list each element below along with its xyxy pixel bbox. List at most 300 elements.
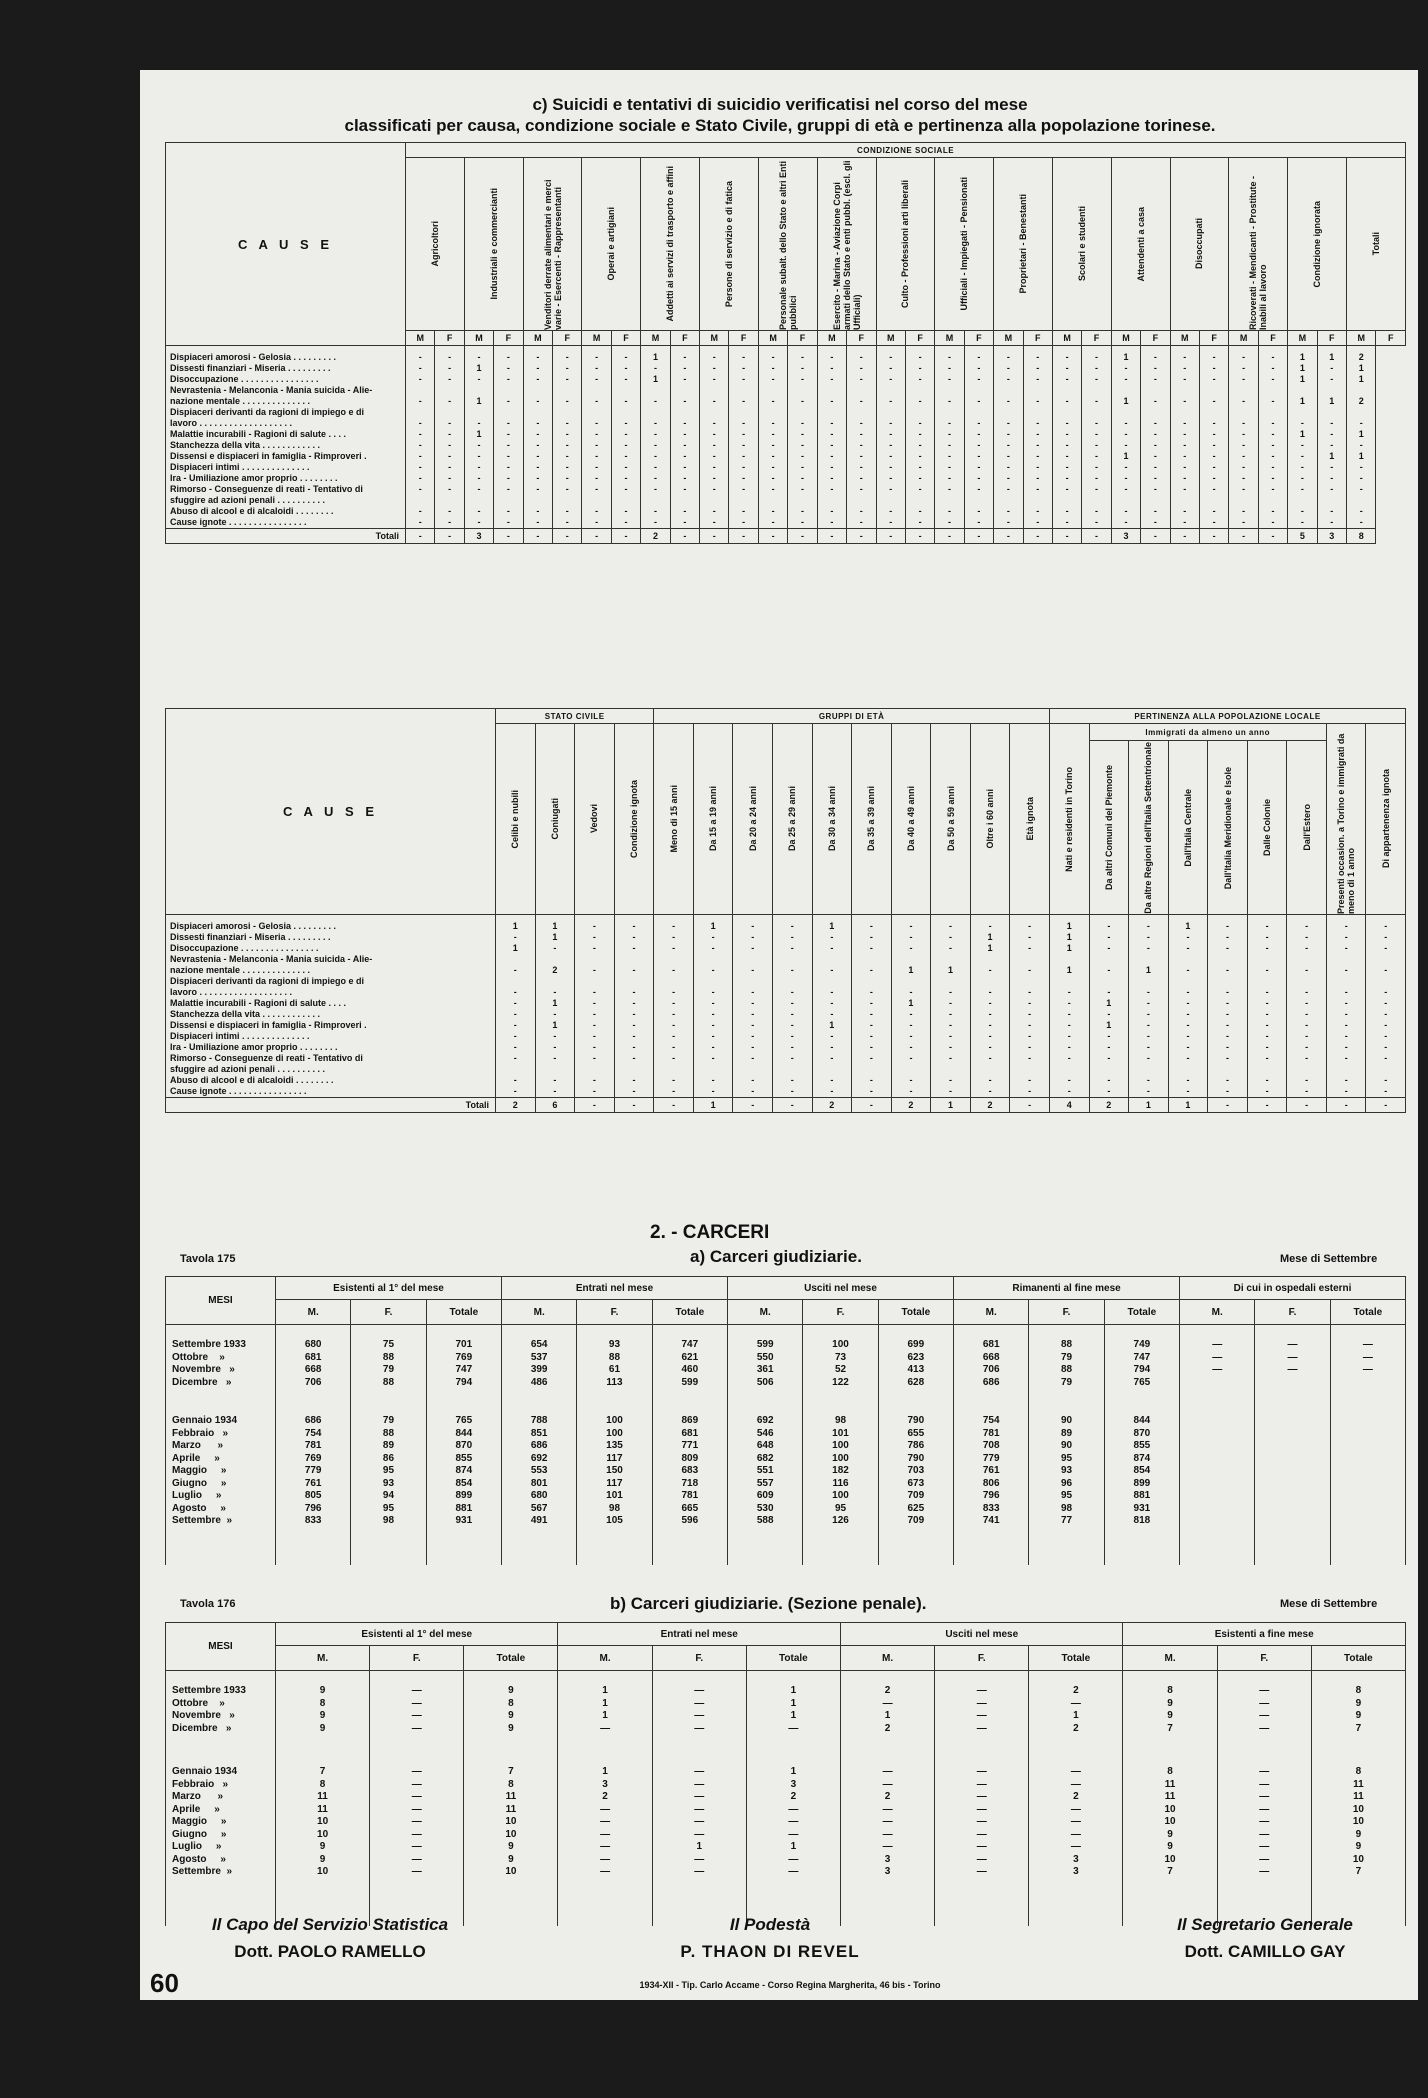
data-cell: - — [641, 462, 670, 473]
data-cell — [1111, 385, 1140, 396]
data-cell: - — [1287, 1086, 1327, 1098]
value-column: 1 3 2 — — — 1 — — — [746, 1760, 840, 1926]
data-cell: - — [788, 473, 817, 484]
data-cell: - — [1366, 1053, 1406, 1064]
data-cell: - — [1023, 363, 1052, 374]
data-cell: - — [435, 440, 464, 451]
data-cell: - — [905, 363, 934, 374]
data-cell — [758, 495, 787, 506]
total-cell: - — [964, 529, 993, 544]
sex-male-header: M — [817, 331, 846, 346]
data-cell — [1366, 1064, 1406, 1075]
cause-label: Dispiaceri derivanti da ragioni di impiego e di — [166, 407, 406, 418]
data-cell — [406, 495, 435, 506]
data-cell: - — [1141, 396, 1170, 407]
data-cell: - — [614, 1053, 654, 1064]
cause-label: sfuggire ad azioni penali . . . . . . . . . . — [166, 1064, 496, 1075]
data-cell: - — [1326, 1031, 1366, 1042]
column-header-label: Culto - Professioni arti liberali — [900, 179, 911, 309]
sub-header: M. — [1180, 1300, 1255, 1325]
footer-left-title: Il Capo del Servizio Statistica — [211, 1915, 449, 1934]
data-cell: - — [1288, 418, 1317, 429]
month-list: Gennaio 1934 Febbraio » Marzo » Aprile » Maggio » Giugno » Luglio » Agosto » Settembre » — [166, 1409, 276, 1565]
data-cell: - — [994, 451, 1023, 462]
data-cell: - — [670, 346, 699, 364]
data-cell — [611, 385, 640, 396]
data-cell: - — [931, 987, 971, 998]
data-cell: - — [1366, 915, 1406, 933]
data-cell: - — [523, 429, 552, 440]
data-cell — [575, 976, 615, 987]
data-cell: - — [700, 517, 729, 529]
data-cell: - — [852, 1031, 892, 1042]
data-cell: - — [1247, 1009, 1287, 1020]
data-cell: - — [700, 473, 729, 484]
sex-female-header: F — [494, 331, 523, 346]
value-column: 100 100 135 117 150 117 101 98 105 — [577, 1409, 652, 1565]
data-cell: - — [1326, 943, 1366, 954]
data-cell — [553, 495, 582, 506]
data-cell — [553, 385, 582, 396]
data-cell: - — [1229, 462, 1258, 473]
cause-label: Rimorso - Conseguenze di reati - Tentativo di — [166, 484, 406, 495]
data-cell — [670, 407, 699, 418]
column-header — [970, 724, 1010, 915]
sub-header: F. — [1255, 1300, 1330, 1325]
data-cell — [772, 976, 812, 987]
column-header-label: Nati e residenti in Torino — [1064, 766, 1075, 872]
data-cell: - — [670, 506, 699, 517]
data-cell: - — [435, 451, 464, 462]
value-column — [1255, 1409, 1330, 1565]
total-cell: 1 — [1129, 1098, 1169, 1113]
data-cell: - — [693, 987, 733, 998]
data-cell — [1129, 1064, 1169, 1075]
data-cell: - — [1141, 506, 1170, 517]
total-cell: 2 — [641, 529, 670, 544]
data-cell — [1141, 385, 1170, 396]
data-cell: - — [1347, 440, 1376, 451]
cause-label: nazione mentale . . . . . . . . . . . . . . — [166, 965, 496, 976]
value-column: — — — — — [935, 1671, 1029, 1761]
cause-label: Stanchezza della vita . . . . . . . . . . . . — [166, 440, 406, 451]
data-cell: - — [1229, 374, 1258, 385]
data-cell: - — [772, 943, 812, 954]
value-column: 98 101 100 100 182 116 100 95 126 — [803, 1409, 878, 1565]
data-cell — [1141, 495, 1170, 506]
data-cell: - — [1129, 998, 1169, 1009]
data-cell: - — [575, 1031, 615, 1042]
data-cell: - — [1247, 998, 1287, 1009]
sex-female-header: F — [847, 331, 876, 346]
value-column: — — — — [1330, 1325, 1405, 1410]
data-cell — [575, 1064, 615, 1075]
data-cell — [729, 495, 758, 506]
column-header — [693, 724, 733, 915]
group-header: Entrati nel mese — [502, 1277, 728, 1300]
sex-female-header: F — [435, 331, 464, 346]
data-cell: - — [1049, 1042, 1089, 1053]
data-cell: - — [788, 440, 817, 451]
data-cell: - — [1208, 932, 1248, 943]
data-cell: - — [700, 374, 729, 385]
data-cell: - — [654, 1020, 694, 1031]
footer-left-name: Dott. PAOLO RAMELLO — [234, 1942, 426, 1961]
data-cell: - — [1170, 473, 1199, 484]
total-cell: - — [1287, 1098, 1327, 1113]
data-cell: - — [1366, 943, 1406, 954]
data-cell: 2 — [1347, 396, 1376, 407]
data-cell — [670, 495, 699, 506]
data-cell — [693, 976, 733, 987]
sub-header: Totale — [426, 1300, 501, 1325]
data-cell — [1089, 1064, 1129, 1075]
column-header-label: Presenti occasion. a Torino e immigrati da meno di 1 anno — [1336, 733, 1357, 914]
data-cell: - — [852, 1009, 892, 1020]
data-cell: - — [891, 1086, 931, 1098]
data-cell: - — [1023, 484, 1052, 495]
total-cell: 2 — [970, 1098, 1010, 1113]
data-cell: - — [1141, 418, 1170, 429]
total-cell: 3 — [1317, 529, 1346, 544]
data-cell: - — [494, 363, 523, 374]
value-column: — — — — — — — — — — [370, 1760, 464, 1926]
total-cell: 8 — [1347, 529, 1376, 544]
sex-male-header: M — [1111, 331, 1140, 346]
cause-label: Dissesti finanziari - Miseria . . . . . . . . . — [166, 363, 406, 374]
data-cell — [1317, 407, 1346, 418]
data-cell: - — [905, 374, 934, 385]
data-cell: - — [935, 506, 964, 517]
value-column — [1330, 1409, 1405, 1565]
data-cell — [693, 1064, 733, 1075]
data-cell — [964, 495, 993, 506]
data-cell: - — [700, 506, 729, 517]
data-cell: - — [1111, 462, 1140, 473]
data-cell: - — [931, 1086, 971, 1098]
data-cell: 1 — [464, 396, 493, 407]
data-cell: - — [964, 396, 993, 407]
data-cell — [654, 954, 694, 965]
column-header — [1288, 158, 1347, 331]
data-cell: - — [1170, 440, 1199, 451]
data-cell: 1 — [535, 1020, 575, 1031]
data-cell — [733, 1064, 773, 1075]
data-cell: - — [1326, 1042, 1366, 1053]
group-header: Esistenti a fine mese — [1123, 1623, 1405, 1646]
data-cell: - — [1326, 1075, 1366, 1086]
column-header-label: Industriali e commercianti — [488, 188, 499, 300]
sex-male-header: M — [582, 331, 611, 346]
sex-male-header: M — [1229, 331, 1258, 346]
value-column: — — — — — [1217, 1671, 1311, 1761]
data-cell — [406, 407, 435, 418]
data-cell: - — [1052, 346, 1081, 364]
data-cell: 1 — [1129, 965, 1169, 976]
column-header-label: Ricoverati - Mendicanti - Prostitute - Inabili al lavoro — [1248, 175, 1269, 330]
data-cell — [406, 385, 435, 396]
total-cell: - — [494, 529, 523, 544]
total-cell: - — [654, 1098, 694, 1113]
sub-header: Totale — [1311, 1646, 1405, 1671]
total-cell: - — [1208, 1098, 1248, 1113]
data-cell — [994, 385, 1023, 396]
sex-male-header: M — [700, 331, 729, 346]
data-cell: - — [582, 517, 611, 529]
data-cell: - — [1141, 451, 1170, 462]
column-header — [582, 158, 641, 331]
data-cell: - — [772, 1075, 812, 1086]
data-cell: 1 — [1049, 943, 1089, 954]
cause-label: Dispiaceri amorosi - Gelosia . . . . . . . . . — [166, 346, 406, 364]
data-cell: - — [435, 462, 464, 473]
data-cell: - — [1010, 1009, 1050, 1020]
data-cell: - — [1111, 506, 1140, 517]
data-cell: - — [1208, 1053, 1248, 1064]
data-cell: - — [772, 1053, 812, 1064]
data-cell: - — [611, 440, 640, 451]
data-cell: 1 — [1111, 346, 1140, 364]
total-cell: - — [523, 529, 552, 544]
data-cell: - — [931, 943, 971, 954]
data-cell: - — [553, 506, 582, 517]
data-cell: - — [931, 1009, 971, 1020]
total-cell: - — [905, 529, 934, 544]
data-cell — [641, 495, 670, 506]
value-column: 788 851 686 692 553 801 680 567 491 — [502, 1409, 577, 1565]
data-cell: - — [1199, 429, 1228, 440]
sub-header: M. — [840, 1646, 934, 1671]
data-cell — [523, 407, 552, 418]
data-cell: - — [1366, 998, 1406, 1009]
column-header — [575, 724, 615, 915]
value-column: 654 537 399 486 — [502, 1325, 577, 1410]
data-cell: - — [1141, 429, 1170, 440]
data-cell: - — [788, 517, 817, 529]
group-header: Rimanenti al fine mese — [954, 1277, 1180, 1300]
data-cell: - — [1089, 1031, 1129, 1042]
data-cell: 1 — [1049, 915, 1089, 933]
column-header-label: Esercito - Marina - Aviazione Corpi armati dello Stato e enti pubbl. (escl. gli Ufficiali) — [831, 160, 862, 330]
data-cell: - — [817, 346, 846, 364]
cause-label: Ira - Umiliazione amor proprio . . . . . . . . — [166, 473, 406, 484]
data-cell: - — [788, 346, 817, 364]
data-cell: - — [1168, 1031, 1208, 1042]
data-cell: - — [905, 451, 934, 462]
data-cell — [1288, 407, 1317, 418]
data-cell: - — [891, 943, 931, 954]
data-cell: - — [496, 1042, 536, 1053]
data-cell: - — [876, 429, 905, 440]
value-column: 680 681 668 706 — [276, 1325, 351, 1410]
data-cell — [496, 954, 536, 965]
data-cell — [1326, 1064, 1366, 1075]
data-cell: - — [1010, 987, 1050, 998]
data-cell: - — [435, 506, 464, 517]
column-header — [1287, 741, 1327, 915]
data-cell: 2 — [1347, 346, 1376, 364]
data-cell: - — [788, 363, 817, 374]
data-cell — [852, 1064, 892, 1075]
data-cell: 1 — [1347, 363, 1376, 374]
cause-label: Stanchezza della vita . . . . . . . . . . . . — [166, 1009, 496, 1020]
data-cell: - — [812, 932, 852, 943]
column-header-label: Da 30 a 34 anni — [826, 786, 837, 852]
data-cell: - — [1052, 451, 1081, 462]
data-cell — [931, 976, 971, 987]
data-cell: - — [575, 943, 615, 954]
mese-176-label: Mese di Settembre — [1280, 1598, 1378, 1610]
data-cell: - — [847, 363, 876, 374]
data-cell: - — [847, 451, 876, 462]
data-cell: - — [1317, 484, 1346, 495]
data-cell: - — [1129, 1075, 1169, 1086]
data-cell: - — [847, 517, 876, 529]
value-column: 8 9 9 7 — [1123, 1671, 1217, 1761]
data-cell: - — [733, 1053, 773, 1064]
data-cell — [1258, 407, 1287, 418]
sex-female-header: F — [905, 331, 934, 346]
data-cell: - — [847, 374, 876, 385]
value-column: — — — — — — — — — — [935, 1760, 1029, 1926]
data-cell — [847, 407, 876, 418]
data-cell: - — [670, 451, 699, 462]
data-cell: 1 — [641, 346, 670, 364]
total-cell: - — [817, 529, 846, 544]
data-cell: - — [1023, 396, 1052, 407]
data-cell — [931, 1064, 971, 1075]
data-cell: - — [729, 429, 758, 440]
data-cell: - — [496, 1086, 536, 1098]
data-cell: - — [758, 363, 787, 374]
data-cell: - — [1141, 363, 1170, 374]
data-cell: - — [535, 1031, 575, 1042]
sub-header: M. — [728, 1300, 803, 1325]
month-list: Settembre 1933 Ottobre » Novembre » Dicembre » — [166, 1325, 276, 1410]
data-cell: - — [494, 506, 523, 517]
data-cell: - — [817, 484, 846, 495]
data-cell: - — [788, 429, 817, 440]
data-cell: - — [535, 1086, 575, 1098]
data-cell — [1052, 495, 1081, 506]
data-cell — [535, 1064, 575, 1075]
data-cell: - — [847, 396, 876, 407]
data-cell: - — [1258, 440, 1287, 451]
data-cell: - — [1287, 965, 1327, 976]
data-cell — [847, 495, 876, 506]
total-cell: 2 — [891, 1098, 931, 1113]
sex-male-header: M — [1052, 331, 1081, 346]
data-cell: - — [1366, 1020, 1406, 1031]
data-cell: - — [535, 943, 575, 954]
data-cell: - — [1287, 1042, 1327, 1053]
data-cell: - — [1010, 1031, 1050, 1042]
data-cell: - — [1082, 506, 1111, 517]
data-cell: 1 — [1288, 429, 1317, 440]
data-cell: - — [964, 517, 993, 529]
data-cell: 1 — [1089, 998, 1129, 1009]
column-header — [1247, 741, 1287, 915]
data-cell: - — [931, 1042, 971, 1053]
data-cell: - — [1170, 462, 1199, 473]
data-cell: - — [812, 1086, 852, 1098]
sex-female-header: F — [729, 331, 758, 346]
data-cell: - — [852, 1020, 892, 1031]
data-cell: - — [812, 987, 852, 998]
value-column: 1 1 1 — — [558, 1671, 652, 1761]
data-cell: - — [1052, 418, 1081, 429]
data-cell — [614, 1064, 654, 1075]
data-cell: - — [582, 462, 611, 473]
data-cell: - — [905, 473, 934, 484]
data-cell: - — [614, 932, 654, 943]
sex-female-header: F — [964, 331, 993, 346]
cause-label: Dispiaceri intimi . . . . . . . . . . . . . . — [166, 1031, 496, 1042]
data-cell: - — [1141, 517, 1170, 529]
data-cell: - — [582, 484, 611, 495]
value-column: 79 88 89 86 95 93 94 95 98 — [351, 1409, 426, 1565]
data-cell: - — [1199, 440, 1228, 451]
data-cell — [852, 976, 892, 987]
data-cell: - — [905, 440, 934, 451]
immigrati-header: Immigrati da almeno un anno — [1089, 724, 1326, 741]
value-column: — — — — [1180, 1325, 1255, 1410]
data-cell: - — [1052, 396, 1081, 407]
data-cell: - — [641, 429, 670, 440]
total-cell: - — [1366, 1098, 1406, 1113]
data-cell: - — [729, 473, 758, 484]
data-cell: - — [611, 506, 640, 517]
value-column: 599 550 361 506 — [728, 1325, 803, 1410]
data-cell — [464, 407, 493, 418]
sex-male-header: M — [641, 331, 670, 346]
column-header-label: Venditori derrate alimentari e merci varie - Esercenti - Rappresentanti — [542, 179, 563, 330]
data-cell: - — [852, 998, 892, 1009]
data-cell — [693, 954, 733, 965]
data-cell: - — [464, 473, 493, 484]
column-header-label: Personale subalt. dello Stato e altri Enti pubblici — [777, 160, 798, 330]
data-cell: - — [1049, 1086, 1089, 1098]
data-cell: - — [435, 418, 464, 429]
data-cell: - — [817, 451, 846, 462]
data-cell: - — [575, 1020, 615, 1031]
data-cell: - — [852, 1042, 892, 1053]
value-column: 681 668 706 686 — [954, 1325, 1029, 1410]
data-cell — [535, 954, 575, 965]
value-column: 75 88 79 88 — [351, 1325, 426, 1410]
sub-header: F. — [577, 1300, 652, 1325]
data-cell: - — [700, 484, 729, 495]
data-cell: - — [1326, 998, 1366, 1009]
value-column: — — 2 — — — — 3 3 — [1029, 1760, 1123, 1926]
data-cell: - — [1170, 484, 1199, 495]
data-cell: - — [1258, 363, 1287, 374]
group-header: PERTINENZA ALLA POPOLAZIONE LOCALE — [1049, 709, 1405, 724]
data-cell: - — [1247, 1031, 1287, 1042]
data-cell: - — [1168, 943, 1208, 954]
data-cell: - — [964, 363, 993, 374]
cause-label: Disoccupazione . . . . . . . . . . . . . . . . — [166, 374, 406, 385]
data-cell — [611, 407, 640, 418]
data-cell: - — [994, 473, 1023, 484]
data-cell: - — [494, 418, 523, 429]
data-cell: - — [496, 1020, 536, 1031]
total-cell: 1 — [693, 1098, 733, 1113]
total-cell: - — [1082, 529, 1111, 544]
data-cell: - — [852, 1086, 892, 1098]
data-cell: - — [1229, 396, 1258, 407]
data-cell: - — [464, 418, 493, 429]
